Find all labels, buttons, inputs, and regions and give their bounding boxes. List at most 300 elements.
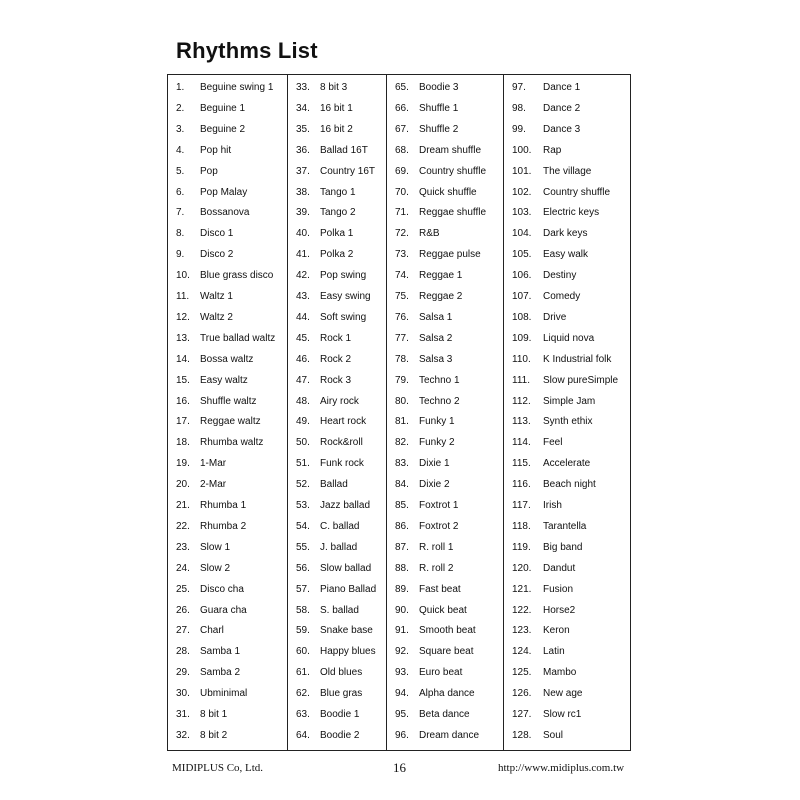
rhythm-name: Polka 1 (320, 228, 354, 240)
rhythm-number: 29. (176, 667, 190, 679)
rhythm-number: 31. (176, 709, 190, 720)
rhythm-number: 19. (176, 458, 190, 470)
rhythm-name: Boodie 2 (320, 729, 360, 741)
rhythm-number: 41. (296, 249, 310, 261)
rhythm-number: 28. (176, 646, 190, 658)
rhythm-name: Destiny (543, 270, 577, 282)
rhythm-number: 102. (512, 186, 532, 198)
rhythm-name: 2-Mar (200, 479, 227, 491)
rhythm-row (504, 202, 630, 223)
rhythm-row (387, 244, 503, 265)
rhythm-number: 115. (512, 458, 531, 470)
rhythm-name: Euro beat (419, 667, 463, 679)
rhythm-number: 26. (176, 604, 190, 616)
rhythm-name: Boodie 3 (419, 82, 459, 93)
rhythm-number: 64. (296, 729, 310, 741)
rhythm-row (288, 77, 386, 98)
rhythm-name: Techno 1 (419, 374, 460, 386)
rhythm-row (288, 495, 386, 516)
rhythm-name: R. roll 2 (419, 562, 454, 574)
rhythm-number: 16. (176, 395, 190, 407)
rhythm-row (288, 662, 386, 683)
rhythm-row (288, 98, 386, 119)
rhythm-name: Latin (543, 646, 565, 658)
rhythm-number: 116. (512, 479, 531, 491)
rhythm-row (168, 307, 287, 328)
footer-page-number: 16 (393, 760, 406, 775)
rhythm-row (387, 683, 503, 704)
rhythm-number: 108. (512, 311, 532, 323)
rhythm-number: 123. (512, 625, 532, 637)
rhythm-row (504, 432, 630, 453)
rhythm-name: Dixie 1 (419, 458, 450, 470)
rhythm-name: 16 bit 2 (320, 123, 353, 135)
rhythm-name: 8 bit 3 (320, 82, 348, 93)
rhythm-name: S. ballad (320, 604, 359, 616)
rhythm-name: Techno 2 (419, 395, 460, 407)
rhythm-row (168, 453, 287, 474)
rhythm-name: 1-Mar (200, 458, 227, 470)
rhythm-name: Rap (543, 144, 562, 156)
rhythm-row (387, 641, 503, 662)
rhythm-row (288, 620, 386, 641)
rhythm-name: Beguine swing 1 (200, 82, 274, 93)
rhythm-name: Ubminimal (200, 688, 248, 700)
rhythm-name: Slow pureSimple (543, 374, 619, 386)
rhythm-row (504, 704, 630, 725)
rhythm-row (288, 432, 386, 453)
rhythm-row (504, 223, 630, 244)
rhythm-row (504, 140, 630, 161)
rhythm-number: 74. (395, 270, 409, 282)
rhythm-number: 15. (176, 374, 190, 386)
rhythm-name: Blue gras (320, 688, 363, 700)
rhythm-name: Dance 2 (543, 102, 581, 114)
rhythm-name: Fusion (543, 583, 574, 595)
rhythm-number: 109. (512, 332, 532, 344)
rhythm-number: 110. (512, 353, 531, 365)
rhythm-number: 30. (176, 688, 190, 700)
rhythm-row (168, 391, 287, 412)
rhythm-row (288, 704, 386, 725)
footer-url: http://www.midiplus.com.tw (498, 762, 625, 774)
rhythm-row (387, 119, 503, 140)
rhythm-number: 6. (176, 186, 185, 198)
rhythm-row (168, 161, 287, 182)
rhythm-name: K Industrial folk (543, 353, 612, 365)
rhythm-number: 91. (395, 625, 409, 637)
rhythm-name: Drive (543, 311, 567, 323)
rhythm-name: Soft swing (320, 311, 367, 323)
rhythm-number: 7. (176, 207, 185, 219)
rhythm-row (504, 307, 630, 328)
rhythm-number: 121. (512, 583, 532, 595)
rhythm-number: 78. (395, 353, 409, 365)
rhythm-row (504, 244, 630, 265)
rhythm-name: Alpha dance (419, 688, 475, 700)
rhythm-row (504, 474, 630, 495)
rhythm-name: The village (543, 165, 592, 177)
rhythm-name: Disco 2 (200, 249, 234, 261)
rhythm-row (387, 474, 503, 495)
rhythm-name: Mambo (543, 667, 577, 679)
rhythm-row (288, 328, 386, 349)
rhythm-number: 68. (395, 144, 409, 156)
rhythm-row (387, 411, 503, 432)
rhythm-number: 18. (176, 437, 190, 449)
rhythm-row (387, 77, 503, 98)
rhythm-number: 52. (296, 479, 310, 491)
rhythm-number: 9. (176, 249, 185, 261)
rhythm-number: 97. (512, 82, 526, 93)
rhythm-number: 47. (296, 374, 310, 386)
rhythm-name: 8 bit 1 (200, 709, 228, 720)
rhythm-number: 93. (395, 667, 409, 679)
rhythm-number: 60. (296, 646, 310, 658)
rhythm-row (504, 161, 630, 182)
rhythm-name: Blue grass disco (200, 270, 274, 282)
rhythm-name: Reggae pulse (419, 249, 481, 261)
rhythm-name: Salsa 1 (419, 311, 453, 323)
rhythm-name: Funky 2 (419, 437, 455, 449)
rhythm-row (168, 704, 287, 725)
rhythm-row (288, 370, 386, 391)
rhythm-number: 128. (512, 729, 532, 741)
rhythm-row (288, 244, 386, 265)
rhythm-number: 70. (395, 186, 409, 198)
rhythm-name: Piano Ballad (320, 583, 377, 595)
rhythm-name: Square beat (419, 646, 474, 658)
rhythm-number: 75. (395, 291, 409, 302)
rhythm-number: 11. (176, 291, 190, 302)
rhythm-row (168, 98, 287, 119)
rhythm-number: 4. (176, 144, 185, 156)
rhythm-row (504, 328, 630, 349)
rhythm-number: 3. (176, 123, 185, 135)
rhythm-name: Feel (543, 437, 563, 449)
rhythm-name: Country 16T (320, 165, 376, 177)
rhythm-number: 44. (296, 311, 310, 323)
rhythm-row (168, 182, 287, 203)
rhythm-number: 114. (512, 437, 531, 449)
rhythm-number: 122. (512, 604, 532, 616)
rhythm-row (288, 453, 386, 474)
rhythm-name: Dance 1 (543, 82, 581, 93)
rhythm-name: Bossanova (200, 207, 250, 219)
rhythm-row (288, 182, 386, 203)
rhythm-number: 107. (512, 291, 532, 302)
rhythm-row (504, 683, 630, 704)
rhythm-row (387, 579, 503, 600)
rhythm-row (168, 516, 287, 537)
rhythm-row (504, 600, 630, 621)
rhythm-row (288, 558, 386, 579)
rhythm-number: 22. (176, 520, 190, 532)
rhythm-number: 21. (176, 500, 190, 511)
rhythm-row (168, 411, 287, 432)
rhythm-name: Quick shuffle (419, 186, 477, 198)
rhythm-number: 24. (176, 562, 190, 574)
rhythm-row (387, 620, 503, 641)
rhythm-name: Guara cha (200, 604, 247, 616)
rhythm-number: 20. (176, 479, 190, 491)
rhythm-number: 67. (395, 123, 409, 135)
rhythm-name: Dixie 2 (419, 479, 450, 491)
rhythm-number: 36. (296, 144, 310, 156)
rhythm-number: 98. (512, 102, 526, 114)
rhythm-row (168, 370, 287, 391)
rhythm-number: 43. (296, 291, 310, 302)
rhythm-row (504, 579, 630, 600)
rhythm-row (504, 182, 630, 203)
rhythm-name: Salsa 3 (419, 353, 453, 365)
rhythm-row (387, 495, 503, 516)
rhythm-number: 63. (296, 709, 310, 720)
rhythm-number: 87. (395, 541, 409, 553)
rhythm-row (387, 391, 503, 412)
rhythm-row (387, 223, 503, 244)
rhythm-number: 99. (512, 123, 526, 135)
rhythm-name: C. ballad (320, 520, 360, 532)
rhythm-row (504, 516, 630, 537)
rhythm-row (288, 391, 386, 412)
rhythm-name: Slow 2 (200, 562, 231, 574)
rhythm-name: Pop (200, 165, 218, 177)
rhythm-number: 32. (176, 729, 190, 741)
rhythm-name: Waltz 2 (200, 311, 233, 323)
rhythm-name: Slow 1 (200, 541, 231, 553)
rhythm-name: Fast beat (419, 583, 461, 595)
rhythm-row (504, 265, 630, 286)
rhythm-row (288, 579, 386, 600)
rhythm-number: 81. (395, 416, 409, 428)
rhythm-number: 56. (296, 562, 310, 574)
rhythm-row (504, 391, 630, 412)
rhythm-row (387, 432, 503, 453)
rhythm-name: Tango 2 (320, 207, 356, 219)
rhythm-row (504, 537, 630, 558)
rhythm-name: Slow rc1 (543, 709, 582, 720)
rhythm-row (288, 349, 386, 370)
rhythm-number: 1. (176, 82, 185, 93)
rhythm-row (168, 662, 287, 683)
rhythm-row (387, 98, 503, 119)
rhythm-number: 85. (395, 500, 409, 511)
rhythm-row (288, 286, 386, 307)
rhythm-row (168, 140, 287, 161)
rhythm-number: 37. (296, 165, 310, 177)
rhythm-number: 58. (296, 604, 310, 616)
rhythm-name: Bossa waltz (200, 353, 254, 365)
rhythm-row (288, 725, 386, 746)
rhythm-row (387, 453, 503, 474)
rhythm-number: 90. (395, 604, 409, 616)
rhythm-name: Dance 3 (543, 123, 581, 135)
rhythm-number: 48. (296, 395, 310, 407)
rhythm-row (387, 704, 503, 725)
rhythm-row (387, 328, 503, 349)
rhythm-number: 86. (395, 520, 409, 532)
rhythm-name: Tarantella (543, 520, 587, 532)
rhythm-name: Beguine 1 (200, 102, 246, 114)
rhythm-number: 66. (395, 102, 409, 114)
rhythm-name: Beguine 2 (200, 123, 246, 135)
rhythm-number: 119. (512, 541, 531, 553)
rhythm-row (168, 620, 287, 641)
rhythm-number: 51. (296, 458, 310, 470)
rhythm-row (504, 620, 630, 641)
rhythm-name: Jazz ballad (320, 500, 371, 511)
rhythm-number: 125. (512, 667, 532, 679)
rhythm-row (288, 600, 386, 621)
rhythm-name: Dream dance (419, 729, 480, 741)
rhythm-number: 113. (512, 416, 531, 428)
rhythm-number: 72. (395, 228, 409, 240)
rhythm-row (168, 579, 287, 600)
rhythm-row (504, 662, 630, 683)
rhythm-row (387, 202, 503, 223)
rhythm-name: Keron (543, 625, 570, 637)
rhythm-name: Charl (200, 625, 224, 637)
rhythm-number: 61. (296, 667, 310, 679)
rhythm-number: 2. (176, 102, 185, 114)
rhythm-number: 33. (296, 82, 310, 93)
rhythm-name: 8 bit 2 (200, 729, 228, 741)
rhythm-number: 106. (512, 270, 532, 282)
rhythm-name: Pop Malay (200, 186, 248, 198)
rhythm-row (387, 161, 503, 182)
rhythm-name: Irish (543, 500, 562, 511)
rhythm-name: Foxtrot 1 (419, 500, 459, 511)
rhythm-row (504, 370, 630, 391)
rhythm-row (168, 77, 287, 98)
rhythm-number: 62. (296, 688, 310, 700)
rhythm-number: 34. (296, 102, 310, 114)
rhythm-row (504, 453, 630, 474)
rhythm-number: 5. (176, 165, 185, 177)
rhythm-name: Disco cha (200, 583, 244, 595)
rhythm-number: 118. (512, 520, 531, 532)
rhythm-name: Synth ethix (543, 416, 593, 428)
rhythm-name: Liquid nova (543, 332, 595, 344)
rhythm-name: Comedy (543, 291, 581, 302)
rhythm-row (387, 662, 503, 683)
rhythm-name: Easy waltz (200, 374, 248, 386)
rhythm-row (504, 349, 630, 370)
rhythm-row (387, 307, 503, 328)
rhythm-name: Airy rock (320, 395, 359, 407)
rhythm-name: 16 bit 1 (320, 102, 353, 114)
rhythm-number: 88. (395, 562, 409, 574)
rhythm-number: 49. (296, 416, 310, 428)
rhythm-name: Ballad (320, 479, 348, 491)
rhythm-row (288, 474, 386, 495)
rhythms-table (167, 74, 631, 751)
rhythm-name: Rock 1 (320, 332, 352, 344)
rhythm-number: 69. (395, 165, 409, 177)
rhythm-row (168, 495, 287, 516)
rhythm-name: Samba 1 (200, 646, 241, 658)
rhythm-number: 13. (176, 332, 190, 344)
rhythm-name: Country shuffle (419, 165, 487, 177)
rhythm-name: Disco 1 (200, 228, 234, 240)
rhythm-row (504, 119, 630, 140)
rhythm-row (387, 725, 503, 746)
rhythm-row (387, 600, 503, 621)
rhythm-number: 100. (512, 144, 532, 156)
rhythm-row (387, 265, 503, 286)
rhythm-number: 95. (395, 709, 409, 720)
rhythm-name: Horse2 (543, 604, 576, 616)
rhythm-name: Tango 1 (320, 186, 356, 198)
rhythm-number: 76. (395, 311, 409, 323)
rhythm-number: 46. (296, 353, 310, 365)
rhythm-row (288, 161, 386, 182)
rhythms-column-2 (287, 75, 386, 750)
rhythm-number: 105. (512, 249, 532, 261)
rhythm-number: 40. (296, 228, 310, 240)
rhythm-name: Reggae 1 (419, 270, 463, 282)
rhythm-name: True ballad waltz (200, 332, 276, 344)
rhythm-number: 57. (296, 583, 310, 595)
rhythm-name: Rock 3 (320, 374, 352, 386)
rhythm-number: 117. (512, 500, 531, 511)
rhythm-name: Reggae 2 (419, 291, 463, 302)
rhythm-name: Snake base (320, 625, 373, 637)
rhythm-name: Ballad 16T (320, 144, 368, 156)
rhythm-number: 84. (395, 479, 409, 491)
rhythm-row (387, 286, 503, 307)
rhythm-number: 103. (512, 207, 532, 219)
rhythm-name: Old blues (320, 667, 363, 679)
rhythm-row (504, 641, 630, 662)
rhythm-row (288, 119, 386, 140)
rhythm-name: Dandut (543, 562, 576, 574)
rhythm-name: Salsa 2 (419, 332, 453, 344)
rhythm-name: Boodie 1 (320, 709, 360, 720)
rhythm-name: Rhumba waltz (200, 437, 264, 449)
rhythm-row (504, 286, 630, 307)
rhythm-row (387, 140, 503, 161)
rhythm-number: 94. (395, 688, 409, 700)
rhythm-row (168, 600, 287, 621)
rhythm-row (504, 77, 630, 98)
rhythm-name: Quick beat (419, 604, 467, 616)
rhythm-row (168, 223, 287, 244)
rhythm-name: Simple Jam (543, 395, 596, 407)
rhythm-row (288, 516, 386, 537)
rhythm-name: Rhumba 2 (200, 520, 247, 532)
rhythm-name: Shuffle waltz (200, 395, 257, 407)
rhythm-name: Reggae waltz (200, 416, 261, 428)
rhythm-name: Happy blues (320, 646, 376, 658)
rhythm-name: Rock 2 (320, 353, 352, 365)
rhythm-name: Pop hit (200, 144, 232, 156)
rhythm-row (288, 683, 386, 704)
rhythm-row (168, 349, 287, 370)
rhythm-number: 35. (296, 123, 310, 135)
rhythm-number: 39. (296, 207, 310, 219)
rhythm-number: 55. (296, 541, 310, 553)
rhythm-number: 79. (395, 374, 409, 386)
rhythm-number: 112. (512, 395, 531, 407)
rhythm-row (288, 307, 386, 328)
rhythm-row (504, 98, 630, 119)
rhythm-number: 17. (176, 416, 190, 428)
rhythm-name: Electric keys (543, 207, 600, 219)
rhythm-number: 101. (512, 165, 532, 177)
rhythm-name: Shuffle 2 (419, 123, 459, 135)
